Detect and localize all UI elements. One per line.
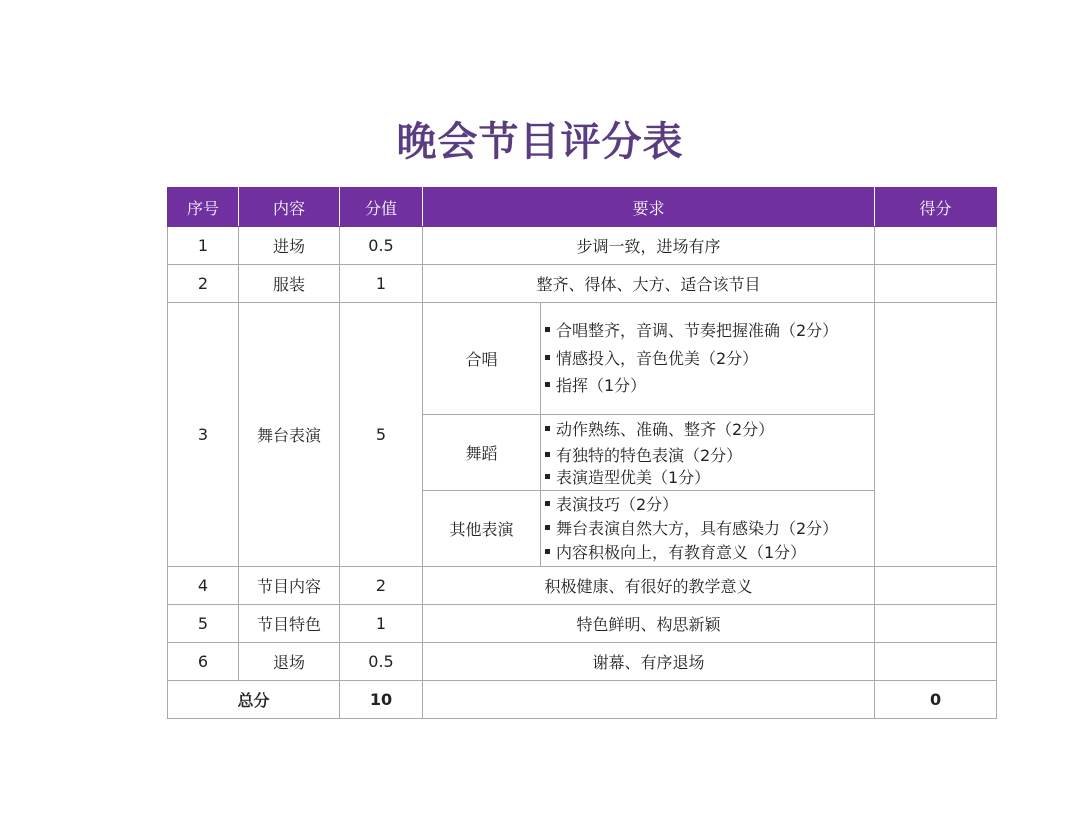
bullet-icon bbox=[545, 452, 550, 457]
list-item: 表演造型优美（1分） bbox=[545, 467, 870, 489]
bullet-icon bbox=[545, 327, 550, 332]
table-row bbox=[168, 643, 997, 681]
list-item: 舞台表演自然大方，具有感染力（2分） bbox=[545, 516, 870, 541]
row-requirement: 整齐、得体、大方、适合该节目 bbox=[423, 265, 875, 303]
list-item: 内容积极向上，有教育意义（1分） bbox=[545, 541, 870, 564]
header-value: 分值 bbox=[340, 188, 423, 227]
row-score[interactable] bbox=[875, 265, 997, 303]
table-row bbox=[168, 605, 997, 643]
row-content: 舞台表演 bbox=[239, 303, 340, 567]
row-score[interactable] bbox=[875, 605, 997, 643]
bullet-icon bbox=[545, 549, 550, 554]
row-score[interactable] bbox=[875, 643, 997, 681]
list-item: 合唱整齐，音调、节奏把握准确（2分） bbox=[545, 317, 870, 345]
row-score[interactable] bbox=[875, 567, 997, 605]
row-content: 节目内容 bbox=[239, 567, 340, 605]
list-item: 情感投入，音色优美（2分） bbox=[545, 345, 870, 373]
bullet-icon bbox=[545, 426, 550, 431]
sub-requirements bbox=[541, 415, 875, 491]
row-score[interactable] bbox=[875, 227, 997, 265]
list-item: 动作熟练、准确、整齐（2分） bbox=[545, 416, 870, 444]
bullet-icon bbox=[545, 474, 550, 479]
sub-requirements bbox=[541, 303, 875, 415]
row-content: 退场 bbox=[239, 643, 340, 681]
header-row bbox=[168, 188, 997, 227]
row-no: 4 bbox=[168, 567, 239, 605]
table-row bbox=[168, 265, 997, 303]
total-requirement bbox=[423, 681, 875, 719]
list-item: 指挥（1分） bbox=[545, 372, 870, 400]
row-value: 0.5 bbox=[340, 643, 423, 681]
row-content: 节目特色 bbox=[239, 605, 340, 643]
row-no: 2 bbox=[168, 265, 239, 303]
list-item: 表演技巧（2分） bbox=[545, 493, 870, 516]
row-no: 1 bbox=[168, 227, 239, 265]
sub-category: 合唱 bbox=[423, 303, 541, 415]
row-value: 1 bbox=[340, 265, 423, 303]
header-content: 内容 bbox=[239, 188, 340, 227]
table-row bbox=[168, 227, 997, 265]
header-requirement: 要求 bbox=[423, 188, 875, 227]
bullet-icon bbox=[545, 382, 550, 387]
row-no: 5 bbox=[168, 605, 239, 643]
total-score[interactable]: 0 bbox=[875, 681, 997, 719]
sub-requirements bbox=[541, 491, 875, 567]
bullet-icon bbox=[545, 501, 550, 506]
table-row-stage bbox=[168, 303, 997, 415]
row-no: 6 bbox=[168, 643, 239, 681]
row-score[interactable] bbox=[875, 303, 997, 567]
total-row bbox=[168, 681, 997, 719]
page-title: 晚会节目评分表 bbox=[396, 119, 684, 165]
sub-category: 其他表演 bbox=[423, 491, 541, 567]
total-value: 10 bbox=[340, 681, 423, 719]
list-item: 有独特的特色表演（2分） bbox=[545, 444, 870, 467]
row-value: 2 bbox=[340, 567, 423, 605]
score-table bbox=[167, 187, 997, 719]
row-no: 3 bbox=[168, 303, 239, 567]
header-score: 得分 bbox=[875, 188, 997, 227]
row-content: 进场 bbox=[239, 227, 340, 265]
table-row bbox=[168, 567, 997, 605]
total-label: 总分 bbox=[168, 681, 340, 719]
row-content: 服装 bbox=[239, 265, 340, 303]
row-value: 0.5 bbox=[340, 227, 423, 265]
row-value: 5 bbox=[340, 303, 423, 567]
row-requirement: 步调一致，进场有序 bbox=[423, 227, 875, 265]
bullet-icon bbox=[545, 525, 550, 530]
row-value: 1 bbox=[340, 605, 423, 643]
row-requirement: 特色鲜明、构思新颖 bbox=[423, 605, 875, 643]
header-no: 序号 bbox=[168, 188, 239, 227]
sub-category: 舞蹈 bbox=[423, 415, 541, 491]
row-requirement: 积极健康、有很好的教学意义 bbox=[423, 567, 875, 605]
bullet-icon bbox=[545, 355, 550, 360]
row-requirement: 谢幕、有序退场 bbox=[423, 643, 875, 681]
